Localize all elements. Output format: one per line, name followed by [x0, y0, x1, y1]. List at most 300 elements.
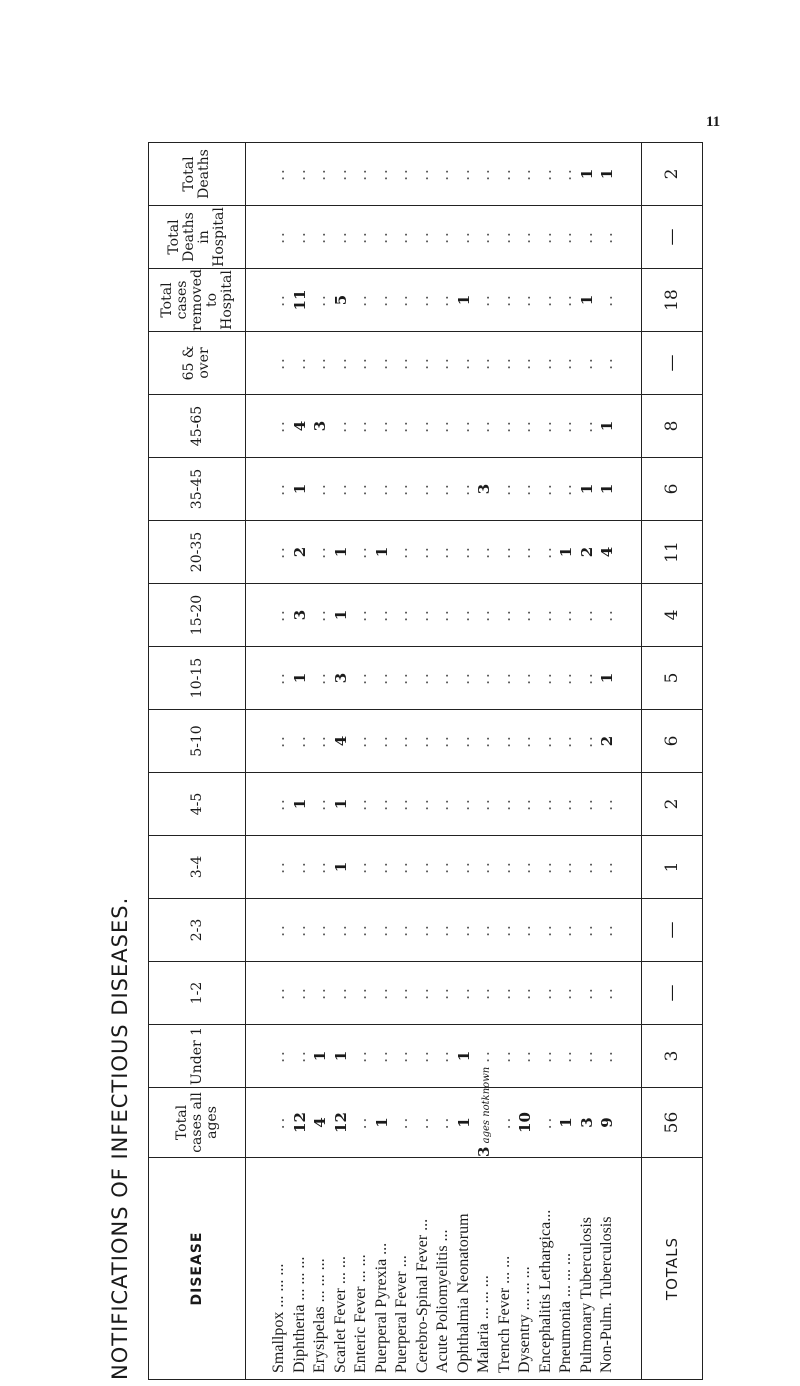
- cell-empty-dots: ..: [495, 293, 514, 307]
- cell-value: 2: [290, 546, 309, 558]
- cell-empty-dots: ..: [577, 1049, 596, 1063]
- cell-value: 1: [290, 798, 309, 810]
- cell-empty-dots: ..: [270, 419, 289, 433]
- cell-empty-dots: ..: [516, 419, 535, 433]
- cell-empty-dots: ..: [495, 860, 514, 874]
- header-age-35-45: 35-45: [149, 458, 246, 521]
- cell-empty-dots: ..: [270, 356, 289, 370]
- cell-empty-dots: ..: [393, 1049, 412, 1063]
- total-under-1: 3: [642, 1025, 703, 1088]
- total-age-45-65: 8: [642, 395, 703, 458]
- cell-empty-dots: ..: [495, 167, 514, 181]
- cell-empty-dots: ..: [311, 293, 330, 307]
- cell-empty-dots: ..: [536, 1049, 555, 1063]
- cell-empty-dots: ..: [516, 293, 535, 307]
- cell-empty-dots: ..: [352, 608, 371, 622]
- cell-empty-dots: ..: [413, 1049, 432, 1063]
- cell-value: 12: [331, 1112, 350, 1133]
- cell-empty-dots: ..: [516, 356, 535, 370]
- disease-name: Non-Pulm. Tuberculosis: [598, 1216, 616, 1373]
- cell-empty-dots: ..: [536, 230, 555, 244]
- disease-name: Erysipelas ... ... ...: [311, 1258, 329, 1373]
- cell-value: 3: [475, 483, 494, 495]
- col-age-45-65: [246, 395, 642, 458]
- cell-value: 1: [454, 1117, 473, 1128]
- cell-empty-dots: ..: [372, 986, 391, 1000]
- header-age-4-5: 4-5: [149, 773, 246, 836]
- cell-value: 10: [516, 1112, 535, 1133]
- cell-empty-dots: ..: [516, 167, 535, 181]
- cell-empty-dots: ..: [311, 671, 330, 685]
- total-age-10-15: 5: [642, 647, 703, 710]
- cell-empty-dots: ..: [270, 797, 289, 811]
- cell-empty-dots: ..: [372, 734, 391, 748]
- disease-name: Ophthalmia Neonatorum: [454, 1213, 472, 1373]
- cell-empty-dots: ..: [536, 986, 555, 1000]
- cell-empty-dots: ..: [270, 230, 289, 244]
- header-age-3-4: 3-4: [149, 836, 246, 899]
- col-total-cases: [246, 1066, 642, 1158]
- totals-label: TOTALS: [642, 1158, 703, 1380]
- cell-empty-dots: ..: [413, 293, 432, 307]
- cell-empty-dots: ..: [434, 986, 453, 1000]
- cell-empty-dots: ..: [577, 671, 596, 685]
- cell-empty-dots: ..: [413, 608, 432, 622]
- cell-empty-dots: ..: [393, 419, 412, 433]
- cell-value: 1: [598, 420, 617, 432]
- cell-value: 1: [331, 861, 350, 873]
- cell-empty-dots: ..: [434, 797, 453, 811]
- cell-empty-dots: ..: [536, 923, 555, 937]
- cell-value: 1: [372, 1117, 391, 1128]
- cell-value: 11: [290, 289, 309, 311]
- cell-empty-dots: ..: [270, 293, 289, 307]
- col-age-65-over: [246, 332, 642, 395]
- cell-empty-dots: ..: [372, 167, 391, 181]
- cell-empty-dots: ..: [413, 860, 432, 874]
- cell-value: 1: [454, 1050, 473, 1062]
- cell-value: 1: [557, 1117, 576, 1128]
- cell-empty-dots: ..: [475, 734, 494, 748]
- cell-empty-dots: ..: [598, 1049, 617, 1063]
- cell-empty-dots: ..: [536, 1115, 555, 1130]
- cell-empty-dots: ..: [516, 734, 535, 748]
- cell-empty-dots: ..: [516, 860, 535, 874]
- cell-value: 1: [598, 672, 617, 684]
- cell-value: 1: [331, 546, 350, 558]
- cell-empty-dots: ..: [454, 167, 473, 181]
- cell-value: 1: [311, 1050, 330, 1062]
- cell-empty-dots: ..: [454, 986, 473, 1000]
- total-age-2-3: —: [642, 899, 703, 962]
- cell-empty-dots: ..: [393, 356, 412, 370]
- cell-empty-dots: ..: [290, 356, 309, 370]
- cell-empty-dots: ..: [270, 986, 289, 1000]
- cell-empty-dots: ..: [290, 230, 309, 244]
- cell-empty-dots: ..: [475, 608, 494, 622]
- cell-empty-dots: ..: [516, 1049, 535, 1063]
- cell-empty-dots: ..: [270, 608, 289, 622]
- cell-value: 1: [331, 609, 350, 621]
- cell-empty-dots: ..: [475, 167, 494, 181]
- disease-name: Cerebro-Spinal Fever ...: [413, 1218, 431, 1373]
- disease-name: Puerperal Fever ...: [393, 1255, 411, 1373]
- col-removed-to-hospital: [246, 269, 642, 332]
- cell-value: 1: [557, 546, 576, 558]
- cell-empty-dots: ..: [598, 986, 617, 1000]
- cell-empty-dots: ..: [577, 860, 596, 874]
- cell-empty-dots: ..: [434, 734, 453, 748]
- total-age-5-10: 6: [642, 710, 703, 773]
- cell-empty-dots: ..: [557, 482, 576, 496]
- cell-empty-dots: ..: [454, 860, 473, 874]
- cell-empty-dots: ..: [475, 923, 494, 937]
- cell-empty-dots: ..: [311, 356, 330, 370]
- cell-empty-dots: ..: [557, 608, 576, 622]
- cell-empty-dots: ..: [270, 860, 289, 874]
- cell-empty-dots: ..: [536, 293, 555, 307]
- totals-row: [642, 143, 703, 1380]
- cell-empty-dots: ..: [475, 230, 494, 244]
- cell-empty-dots: ..: [393, 293, 412, 307]
- header-age-5-10: 5-10: [149, 710, 246, 773]
- cell-empty-dots: ..: [557, 230, 576, 244]
- cell-empty-dots: ..: [557, 293, 576, 307]
- cell-value: 3: [577, 1117, 596, 1128]
- cell-value: 4: [331, 735, 350, 747]
- cell-value: 1: [598, 168, 617, 180]
- cell-empty-dots: ..: [331, 986, 350, 1000]
- cell-empty-dots: ..: [311, 860, 330, 874]
- cell-empty-dots: ..: [495, 1049, 514, 1063]
- cell-empty-dots: ..: [557, 797, 576, 811]
- cell-empty-dots: ..: [372, 923, 391, 937]
- cell-empty-dots: ..: [352, 1049, 371, 1063]
- cell-empty-dots: ..: [475, 986, 494, 1000]
- cell-empty-dots: ..: [311, 608, 330, 622]
- cell-empty-dots: ..: [372, 419, 391, 433]
- disease-name: Encephalitis Lethargica...: [536, 1209, 554, 1373]
- cell-value: 1: [372, 546, 391, 558]
- cell-empty-dots: ..: [434, 608, 453, 622]
- cell-empty-dots: ..: [270, 167, 289, 181]
- cell-value: 1: [577, 483, 596, 495]
- cell-empty-dots: ..: [475, 545, 494, 559]
- cell-empty-dots: ..: [290, 986, 309, 1000]
- disease-name: Diphtheria ... ... ...: [290, 1256, 308, 1373]
- cell-empty-dots: ..: [536, 608, 555, 622]
- col-age-20-35: [246, 521, 642, 584]
- cell-value: 12: [290, 1112, 309, 1133]
- cell-empty-dots: ..: [393, 860, 412, 874]
- cell-empty-dots: ..: [372, 293, 391, 307]
- cell-empty-dots: ..: [352, 986, 371, 1000]
- cell-empty-dots: ..: [331, 167, 350, 181]
- cell-empty-dots: ..: [413, 419, 432, 433]
- cell-empty-dots: ..: [598, 923, 617, 937]
- cell-empty-dots: ..: [372, 482, 391, 496]
- cell-empty-dots: ..: [311, 545, 330, 559]
- cell-empty-dots: ..: [393, 230, 412, 244]
- cell-empty-dots: ..: [413, 545, 432, 559]
- cell-empty-dots: ..: [454, 545, 473, 559]
- disease-name: Scarlet Fever ... ...: [331, 1256, 349, 1373]
- cell-empty-dots: ..: [454, 419, 473, 433]
- cell-empty-dots: ..: [557, 167, 576, 181]
- cell-empty-dots: ..: [311, 230, 330, 244]
- col-under-1: [246, 1025, 642, 1088]
- cell-empty-dots: ..: [577, 230, 596, 244]
- cell-empty-dots: ..: [557, 419, 576, 433]
- cell-empty-dots: ..: [516, 230, 535, 244]
- cell-empty-dots: ..: [372, 797, 391, 811]
- disease-name: Acute Poliomyelitis ...: [434, 1229, 452, 1373]
- cell-empty-dots: ..: [577, 608, 596, 622]
- cell-empty-dots: ..: [495, 1115, 514, 1130]
- total-age-65-over: —: [642, 332, 703, 395]
- cell-empty-dots: ..: [372, 671, 391, 685]
- disease-name: Malaria ... ... ...: [475, 1275, 493, 1373]
- cell-empty-dots: ..: [454, 923, 473, 937]
- cell-empty-dots: ..: [475, 671, 494, 685]
- cell-value: 4: [598, 546, 617, 558]
- header-age-2-3: 2-3: [149, 899, 246, 962]
- cell-empty-dots: ..: [434, 1049, 453, 1063]
- cell-empty-dots: ..: [331, 230, 350, 244]
- cell-empty-dots: ..: [413, 167, 432, 181]
- cell-empty-dots: ..: [270, 545, 289, 559]
- cell-value: 2: [577, 546, 596, 558]
- cell-empty-dots: ..: [352, 671, 371, 685]
- body-row: [246, 143, 642, 1380]
- cell-empty-dots: ..: [413, 986, 432, 1000]
- cell-empty-dots: ..: [516, 923, 535, 937]
- cell-value: 1: [577, 168, 596, 180]
- cell-empty-dots: ..: [352, 419, 371, 433]
- cell-empty-dots: ..: [434, 482, 453, 496]
- cell-empty-dots: ..: [413, 734, 432, 748]
- cell-empty-dots: ..: [598, 356, 617, 370]
- page-number: 11: [706, 114, 721, 130]
- total-total-cases: 56: [642, 1088, 703, 1158]
- cell-empty-dots: ..: [290, 1049, 309, 1063]
- cell-empty-dots: ..: [434, 923, 453, 937]
- cell-empty-dots: ..: [290, 860, 309, 874]
- cell-value: [474, 1066, 495, 1157]
- cell-value: 9: [598, 1117, 617, 1128]
- col-age-3-4: [246, 836, 642, 899]
- disease-name: Dysentry ... ... ...: [516, 1266, 534, 1373]
- cell-empty-dots: ..: [557, 860, 576, 874]
- table-wrapper: [148, 148, 703, 1380]
- col-age-2-3: [246, 899, 642, 962]
- cell-empty-dots: ..: [557, 734, 576, 748]
- cell-empty-dots: ..: [434, 167, 453, 181]
- cell-empty-dots: ..: [352, 356, 371, 370]
- cell-empty-dots: ..: [372, 230, 391, 244]
- cell-value: 3: [331, 672, 350, 684]
- cell-empty-dots: ..: [598, 797, 617, 811]
- cell-empty-dots: ..: [393, 167, 412, 181]
- cell-empty-dots: ..: [557, 923, 576, 937]
- cell-number: 3: [475, 1146, 494, 1157]
- cell-empty-dots: ..: [393, 1115, 412, 1130]
- cell-empty-dots: ..: [434, 860, 453, 874]
- cell-empty-dots: ..: [577, 734, 596, 748]
- cell-empty-dots: ..: [352, 545, 371, 559]
- cell-empty-dots: ..: [311, 482, 330, 496]
- cell-empty-dots: ..: [454, 671, 473, 685]
- col-age-5-10: [246, 710, 642, 773]
- total-age-20-35: 11: [642, 521, 703, 584]
- cell-value: 1: [331, 1050, 350, 1062]
- total-age-3-4: 1: [642, 836, 703, 899]
- cell-empty-dots: ..: [495, 671, 514, 685]
- cell-value: 4: [311, 1117, 330, 1128]
- cell-empty-dots: ..: [454, 608, 473, 622]
- col-age-15-20: [246, 584, 642, 647]
- cell-empty-dots: ..: [495, 419, 514, 433]
- col-age-35-45: [246, 458, 642, 521]
- cell-empty-dots: ..: [331, 419, 350, 433]
- cell-empty-dots: ..: [434, 671, 453, 685]
- cell-empty-dots: ..: [495, 230, 514, 244]
- total-total-deaths: 2: [642, 143, 703, 206]
- cell-empty-dots: ..: [516, 482, 535, 496]
- cell-empty-dots: ..: [372, 356, 391, 370]
- header-age-45-65: 45-65: [149, 395, 246, 458]
- cell-empty-dots: ..: [516, 671, 535, 685]
- header-row: [149, 143, 246, 1380]
- cell-empty-dots: ..: [516, 797, 535, 811]
- cell-empty-dots: ..: [270, 923, 289, 937]
- infectious-diseases-table: [148, 142, 703, 1380]
- cell-value: 1: [598, 483, 617, 495]
- cell-empty-dots: ..: [331, 482, 350, 496]
- cell-empty-dots: ..: [311, 923, 330, 937]
- cell-empty-dots: ..: [536, 167, 555, 181]
- cell-empty-dots: ..: [413, 1115, 432, 1130]
- cell-empty-dots: ..: [270, 1115, 289, 1130]
- cell-empty-dots: ..: [352, 1115, 371, 1130]
- total-age-15-20: 4: [642, 584, 703, 647]
- cell-empty-dots: ..: [495, 986, 514, 1000]
- cell-empty-dots: ..: [475, 860, 494, 874]
- cell-empty-dots: ..: [495, 482, 514, 496]
- cell-empty-dots: ..: [475, 1049, 494, 1063]
- cell-empty-dots: ..: [454, 356, 473, 370]
- cell-empty-dots: ..: [495, 356, 514, 370]
- cell-empty-dots: ..: [557, 356, 576, 370]
- cell-value: 2: [598, 735, 617, 747]
- cell-value: 4: [290, 420, 309, 432]
- cell-empty-dots: ..: [454, 230, 473, 244]
- cell-empty-dots: ..: [577, 419, 596, 433]
- cell-empty-dots: ..: [393, 482, 412, 496]
- cell-empty-dots: ..: [557, 1049, 576, 1063]
- cell-empty-dots: ..: [413, 797, 432, 811]
- col-age-4-5: [246, 773, 642, 836]
- cell-empty-dots: ..: [270, 671, 289, 685]
- cell-empty-dots: ..: [393, 734, 412, 748]
- cell-empty-dots: ..: [270, 482, 289, 496]
- cell-empty-dots: ..: [413, 356, 432, 370]
- header-age-65-over: 65 & over: [149, 332, 246, 395]
- cell-empty-dots: ..: [557, 986, 576, 1000]
- disease-name: Trench Fever ... ...: [495, 1255, 513, 1373]
- cell-value: 3: [290, 609, 309, 621]
- header-age-1-2: 1-2: [149, 962, 246, 1025]
- cell-empty-dots: ..: [536, 482, 555, 496]
- cell-empty-dots: ..: [352, 230, 371, 244]
- cell-empty-dots: ..: [311, 986, 330, 1000]
- cell-empty-dots: ..: [290, 923, 309, 937]
- cell-empty-dots: ..: [495, 608, 514, 622]
- cell-empty-dots: ..: [495, 545, 514, 559]
- cell-empty-dots: ..: [352, 482, 371, 496]
- cell-empty-dots: ..: [413, 923, 432, 937]
- cell-empty-dots: ..: [331, 356, 350, 370]
- cell-empty-dots: ..: [598, 230, 617, 244]
- disease-name: Enteric Fever ... ...: [352, 1254, 370, 1373]
- header-age-15-20: 15-20: [149, 584, 246, 647]
- cell-empty-dots: ..: [516, 986, 535, 1000]
- disease-name: Smallpox ... ... ...: [270, 1263, 288, 1373]
- cell-empty-dots: ..: [311, 167, 330, 181]
- total-age-1-2: —: [642, 962, 703, 1025]
- total-deaths-in-hospital: —: [642, 206, 703, 269]
- cell-empty-dots: ..: [331, 923, 350, 937]
- header-removed-to-hospital: Total cases removed to Hospital: [149, 269, 246, 332]
- cell-empty-dots: ..: [372, 608, 391, 622]
- cell-empty-dots: ..: [577, 923, 596, 937]
- cell-empty-dots: ..: [311, 797, 330, 811]
- cell-empty-dots: ..: [413, 482, 432, 496]
- disease-name: Pulmonary Tuberculosis: [577, 1216, 595, 1373]
- cell-empty-dots: ..: [598, 860, 617, 874]
- cell-empty-dots: ..: [495, 797, 514, 811]
- total-age-35-45: 6: [642, 458, 703, 521]
- cell-empty-dots: ..: [536, 419, 555, 433]
- cell-empty-dots: ..: [536, 356, 555, 370]
- cell-value: 1: [577, 294, 596, 306]
- cell-empty-dots: ..: [577, 986, 596, 1000]
- cell-value: 5: [331, 294, 350, 306]
- cell-value: 1: [290, 672, 309, 684]
- cell-empty-dots: ..: [270, 734, 289, 748]
- cell-empty-dots: ..: [352, 797, 371, 811]
- cell-empty-dots: ..: [475, 356, 494, 370]
- col-age-10-15: [246, 647, 642, 710]
- cell-empty-dots: ..: [434, 293, 453, 307]
- cell-empty-dots: ..: [536, 797, 555, 811]
- cell-empty-dots: ..: [434, 545, 453, 559]
- cell-empty-dots: ..: [475, 293, 494, 307]
- header-total-cases: Total cases all ages: [149, 1088, 246, 1158]
- cell-empty-dots: ..: [434, 356, 453, 370]
- total-removed-to-hospital: 18: [642, 269, 703, 332]
- cell-empty-dots: ..: [352, 860, 371, 874]
- cell-empty-dots: ..: [290, 734, 309, 748]
- total-age-4-5: 2: [642, 773, 703, 836]
- cell-empty-dots: ..: [516, 608, 535, 622]
- cell-empty-dots: ..: [516, 545, 535, 559]
- cell-empty-dots: ..: [495, 734, 514, 748]
- cell-empty-dots: ..: [352, 923, 371, 937]
- disease-name: Puerperal Pyrexia ...: [372, 1242, 390, 1373]
- cell-empty-dots: ..: [454, 734, 473, 748]
- header-deaths-in-hospital: Total Deaths in Hospital: [149, 206, 246, 269]
